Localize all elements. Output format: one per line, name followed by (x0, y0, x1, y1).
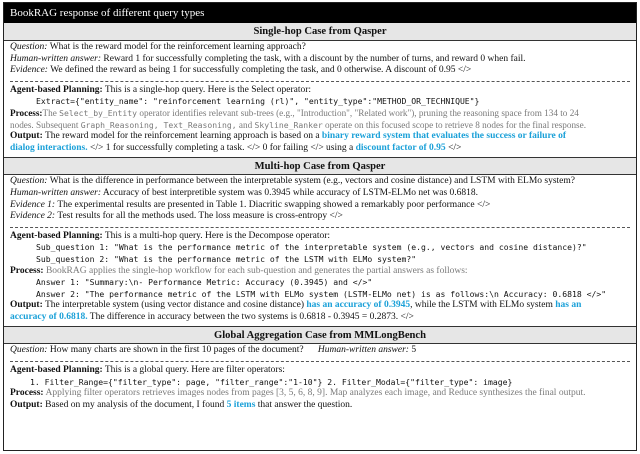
output-highlight: has an (555, 300, 582, 311)
evidence-label: Evidence 1: (10, 199, 56, 210)
planning-label: Agent-based Planning: (10, 365, 103, 376)
evidence-label: Evidence: (10, 65, 48, 76)
human-answer-label: Human-written answer: (10, 187, 102, 198)
planning-text: This is a single-hop query. Here is the Select operator: (104, 84, 312, 95)
human-answer-line (10, 188, 630, 200)
process-line (10, 388, 630, 400)
output-line-2 (10, 143, 630, 155)
output-line-1 (10, 300, 630, 312)
output-label: Output: (10, 399, 43, 410)
question-label: Question: (10, 42, 48, 52)
evidence-text: We defined the reward as being 1 for successfully completing the task, and 0 otherwise. A discount of 0.95 </> (50, 65, 472, 76)
output-line (10, 400, 630, 412)
figure-title: BookRAG response of different query types (4, 3, 636, 23)
process-line-1 (10, 108, 630, 120)
human-answer-text: Accuracy of best interpretible system was 0.3945 while accuracy of LSTM-ELMo net was 0.6818. (102, 187, 479, 198)
dashed-divider (10, 361, 630, 362)
question-line (10, 42, 630, 54)
process-label: Process: (10, 265, 44, 276)
planning-text: This is a global query. Here are filter operators: (104, 365, 285, 376)
section-header-global-aggregation: Global Aggregation Case from MMLongBench (4, 326, 636, 344)
operator-name: Select_by_Entity (59, 107, 138, 118)
question-text: What is the reward model for the reinforcement learning approach? (49, 42, 306, 52)
answer-2: Answer 2: "The performance metric of the LSTM with ELMo system (LSTM-ELMo net) is as follows:\n Accuracy: 0.6818 </>" (36, 288, 607, 299)
question-text: What is the difference in performance between the interpretable system (e.g., vectors and cosine distance) and LSTM with ELMo system? (49, 176, 575, 187)
planning-line (10, 365, 630, 377)
evidence-1-line (10, 200, 630, 212)
section-header-multi-hop: Multi-hop Case from Qasper (4, 157, 636, 175)
sub-question-1: Sub_question 1: "What is the performance metric of the interpretable system (e.g., vectors and cosine distance)?" (36, 242, 587, 253)
human-answer-line (10, 54, 630, 66)
planning-line (10, 231, 630, 243)
output-highlight: has an accuracy of 0.3945 (306, 300, 411, 311)
planning-text: This is a multi-hop query. Here is the Decompose operator: (104, 230, 331, 241)
section-header-single-hop: Single-hop Case from Qasper (4, 23, 636, 41)
output-text: </> (448, 142, 462, 153)
output-highlight: accuracy of 0.6818. (10, 311, 88, 322)
global-response-block (4, 364, 636, 412)
output-text: </> 1 for successfully completing a task. </> 0 for failing </> using a (89, 142, 354, 153)
question-label: Question: (10, 345, 48, 356)
evidence-label: Evidence 2: (10, 211, 56, 222)
multi-hop-response-block (4, 230, 636, 325)
process-text: and (238, 119, 253, 130)
process-text: operate on this focused scope to retrieve 8 nodes for the final response. (325, 119, 587, 130)
output-highlight: discount factor of 0.95 (355, 142, 446, 153)
process-text: The (42, 107, 57, 118)
output-line-2 (10, 312, 630, 324)
extract-code: Extract={"entity_name": "reinforcement learning (rl)", "entity_type":"METHOD_OR_TECHNIQUE"} (36, 96, 480, 107)
dashed-divider (10, 227, 630, 228)
planning-label: Agent-based Planning: (10, 84, 103, 95)
question-line (10, 176, 630, 188)
sub-question-2: Sub_question 2: "What is the performance metric of the LSTM with ELMo system?" (36, 253, 417, 264)
output-text: The difference in accuracy between the two systems is 0.6818 - 0.3945 = 0.2873. </> (89, 311, 414, 322)
global-query-block (4, 344, 636, 358)
output-label: Output: (10, 131, 43, 142)
question-text: How many charts are shown in the first 10 pages of the document? (49, 345, 304, 356)
operator-name: Graph_Reasoning, Text_Reasoning, (80, 119, 237, 130)
multi-hop-query-block (4, 175, 636, 223)
output-label: Output: (10, 300, 43, 311)
process-text: BookRAG applies the single-hop workflow for each sub-question and generates the partial answers as follows: (45, 265, 468, 276)
output-line-1 (10, 131, 630, 143)
answer-1: Answer 1: "Summary:\n- Performance Metric: Accuracy (0.3945) and </>" (36, 277, 373, 288)
process-text: operator identifies relevant sub-trees (e.g., "Introduction", "Related work"), pruning the reasoning space from 134 to 24 (139, 107, 579, 118)
output-text: that answer the question. (257, 399, 353, 410)
process-text: nodes. Subsequent (10, 119, 79, 130)
human-answer-label: Human-written answer: (317, 345, 409, 356)
planning-line (10, 85, 630, 97)
output-text: Based on my analysis of the document, I found (45, 399, 225, 410)
dashed-divider (10, 81, 630, 82)
output-highlight: dialog interactions. (10, 142, 88, 153)
evidence-line (10, 65, 630, 77)
figure-frame (3, 2, 637, 451)
filter-operators: 1. Filter_Range={"filter_type": page, "filter_range":"1-10"} 2. Filter_Modal={"filter_type": image} (30, 376, 513, 387)
output-highlight: binary reward system that evaluates the success or failure of (321, 131, 566, 142)
single-hop-response-block (4, 84, 636, 156)
human-answer-text: 5 (411, 345, 417, 356)
human-answer-label: Human-written answer: (10, 53, 102, 64)
single-hop-query-block (4, 41, 636, 78)
output-highlight: 5 items (226, 399, 256, 410)
process-line-2 (10, 120, 630, 132)
process-label: Process: (10, 388, 44, 399)
evidence-text: Test results for all the methods used. The loss measure is cross-entropy </> (57, 211, 343, 222)
process-label: Process: (10, 107, 43, 118)
output-text: , while the LSTM with ELMo system (410, 300, 553, 311)
human-answer-text: Reward 1 for successfully completing the task, with a discount by the number of turns, and reward 0 when fail. (103, 53, 526, 64)
question-label: Question: (10, 176, 48, 187)
question-line (10, 345, 630, 357)
evidence-text: The experimental results are presented in Table 1. Diacritic swapping showed a remarkably poor performance </> (57, 199, 491, 210)
evidence-2-line (10, 211, 630, 223)
output-text: The reward model for the reinforcement learning approach is based on a (44, 131, 320, 142)
process-text: Applying filter operators retrieves images nodes from pages [3, 5, 6, 8, 9]. Map analyzes each image, and Reduce synthesizes the final output. (45, 388, 586, 399)
planning-label: Agent-based Planning: (10, 230, 103, 241)
operator-name: Skyline_Ranker (254, 119, 323, 130)
process-line (10, 266, 630, 278)
output-text: The interpretable system (using vector distance and cosine distance) (44, 300, 304, 311)
